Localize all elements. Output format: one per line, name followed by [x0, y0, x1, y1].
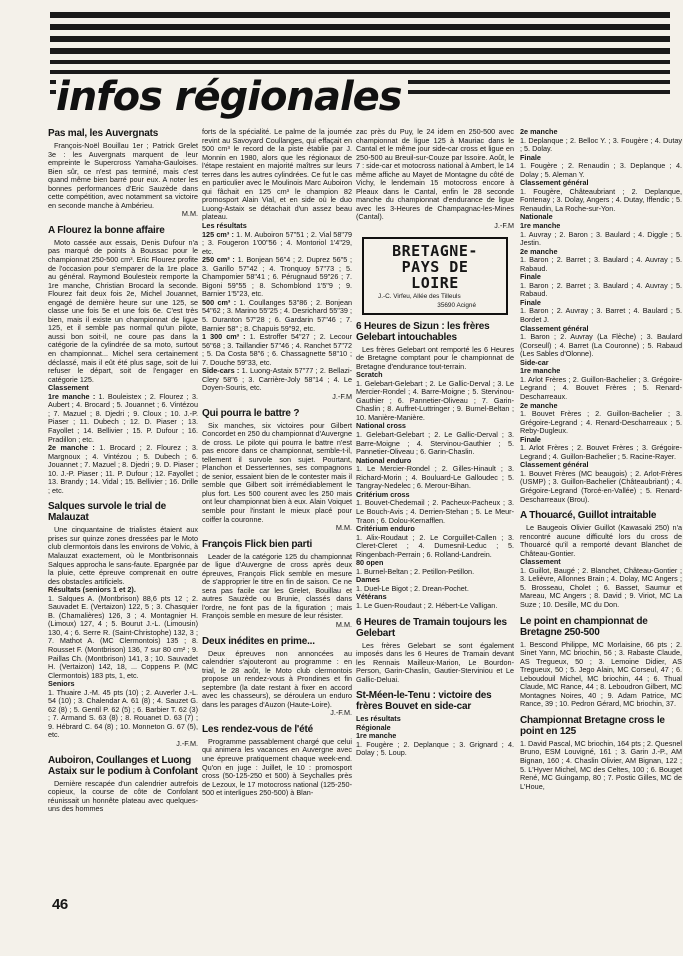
results-text: 1. Bouleistex ; 2. Flourez ; 3. Aubert ; 4. Brocard ; 5. Jouannet ; 6. Vintézou ; 7. Mazuel ; 8. Djedri ; 9. Cloux ; 10. J.-P. Piaser ; 11. Dubech ; 12. D. Piaser ; 13. Fayollet ; 14. Bellivier ; 15. P. Dufour ; 16. Pradillon ; etc.	[48, 391, 198, 444]
results-label: 2e manche :	[48, 443, 95, 453]
results-text: 1. Baron ; 2. Auvray ; 3. Barret ; 4. Baulard ; 5. Bordet J.	[520, 306, 682, 325]
results-text: 1. David Pascal, MC briochin, 164 pts ; 2. Quesnel Bruno, ESM Louvigné, 161 ; 3. Garin J.-P., AM Bignan, 160 ; 4. Chaslin Olivier, AM Bignan, 122 ; 5. L'Hyver Michel, MC des Celtes, 100 ; 6. Bouget René, MC Guingamp, 80 ; 7. Postic Gilles, MC de L'Houe,	[520, 738, 682, 791]
article-body: forts de la spécialité. Le palme de la journée revint au Savoyard Coullanges, qui effaçait en 500 cm³ le record de la piste établie par J. Monnin en 1980, alors que les régionaux de l'étape restaient en majorité maîtres sur leurs terres dans les autres cylindrées. Ce fut le cas en particulier avec le Moulinois Marc Auboiron qui fâchait en 125 cm³ le champion 82 promosport Alain Vial, et en side où le duo Luong-Astaix se détachait d'un assez beau plateau.	[202, 128, 352, 222]
results-title: Finale	[520, 152, 541, 162]
page-number: 46	[52, 896, 68, 913]
article-signature: J.-F.M	[332, 391, 352, 401]
article-signature: M.M.	[181, 209, 198, 219]
article-heading: A Flourez la bonne affaire	[48, 224, 165, 236]
article-body: Programme passablement chargé que celui qui animera les vacances en Auvergne avec une épreuve pratiquement chaque week-end. Qu'on en juge : Juillet, le 10 : promosport cross (50-125-250 et 500) à Seychalles près de Lezoux, le 17 motocross national (125-250-500 et interligues 250-500) à Blan-	[202, 736, 352, 798]
results-title: Classement	[520, 557, 561, 567]
section-title: infos régionales	[56, 74, 408, 120]
results-title: Critérium cross	[356, 489, 410, 499]
results-text: 1. Bonjean 56"4 ; 2. Duprez 56"5 ; 3. Garillo 57"42 ; 4. Tronquoy 57"73 ; 5. Champomier 58"41 ; 6. Pérugnaud 59"26 ; 7. Bigoni 59"55 ; 8. Schomblond 1'5"9 ; 9. Barnier 1'5"23, etc.	[202, 255, 352, 299]
results-title: Finale	[520, 272, 541, 282]
article-heading: Auboiron, Coullanges et Luong Astaix sur le podium à Confolant	[48, 754, 198, 777]
results-text: 1. Baron ; 2. Barret ; 3. Baulard ; 4. Auvray ; 5. Rabaud.	[520, 255, 682, 273]
results-text: 1. Estroffer 54"27 ; 2. Lecour 56"68 ; 3. Taillandier 57"46 ; 4. Ranchet 57"72 ; 5. Da Costa 58"6 ; 6. Chassagnette 58"10 ; 7. Douche 59"33, etc.	[202, 332, 352, 367]
results-text: 1. Fougère ; 2. Renaudin ; 3. Deplanque ; 4. Dolay ; 5. Aleman Y.	[520, 161, 682, 179]
results-title: 1re manche	[520, 221, 561, 231]
results-text: 1. Le Mercier-Rondel ; 2. Gilles-Hinault ; 3. Richard-Morin ; 4. Bouluard-Le Galloudec ; 5. Tangray-Nedelec ; 6. Merour-Bihan.	[356, 464, 514, 491]
article-body: Six manches, six victoires pour Gilbert Concordet en 250 du championnat d'Auvergne de cross. Le pilote qui pourra le battre n'est pas encore dans ce championnat, semble-t-il, tellement il survole son sujet. Pourtant, Planchon et Dessertennes, ses compagnons de senior, essaient bien de le contester mais il semble que Gilbert soit irrémédiablement le plus fort. Les 500 courent avec les 250 mais ont leur championnat bien à eux. Alain Voiquet semble pour l'instant le mieux placé pour coiffer la couronne.	[202, 420, 352, 524]
results-title: Classement général	[520, 323, 589, 333]
results-title: 2e manche	[520, 246, 558, 256]
region-title-line: BRETAGNE-	[392, 241, 478, 260]
results-title: Nationale	[520, 212, 553, 222]
region-title-line: LOIRE	[411, 273, 459, 292]
article-heading: St-Méen-le-Tenu : victoire des frères Bouvet en side-car	[356, 690, 492, 713]
results-title: 80 open	[356, 558, 384, 568]
article-heading: A Thouarcé, Guillot intraitable	[520, 510, 657, 522]
results-text: 1. Brocard ; 2. Flourez ; 3. Margnoux ; 4. Vintézou ; 5. Dubech ; 6. Jouannet ; 7. Mazuel ; 8. Djedri ; 9. D. Piaser ; 10. J.-P. Piaser ; 11. P. Dufour ; 12. Fayollet ; 13. Brandy ; 14. Vidal ; 15. Bellivier ; 16. Drille ; etc.	[48, 443, 198, 495]
results-title: Classement	[48, 383, 89, 393]
masthead	[50, 6, 670, 126]
article-heading: 6 Heures de Tramain toujours les Gelebart	[356, 616, 507, 639]
results-title: Finale	[520, 297, 541, 307]
results-title: Critérium enduro	[356, 524, 415, 534]
results-label: 125 cm³ :	[202, 229, 234, 239]
results-text: 1. Luong-Astaix 57"77 ; 2. Bellazi-Clery 58"6 ; 3. Carrière-Joly 58"14 ; 4. Le Doyen-Souris, etc.	[202, 366, 352, 393]
article-body: Les frères Gelebart ont remporté les 6 Heures de Bretagne comptant pour le championnat de Bretagne d'endurance tout-terrain.	[356, 344, 514, 371]
column-1	[48, 128, 198, 928]
results-label: 1 300 cm³ :	[202, 332, 246, 342]
article-body: zac près du Puy, le 24 idem en 250-500 avec championnat de ligue 125 à Mauriac dans le Cantal et le même jour side-car cross et ligue en 250-500 au Breuil-sur-Couze par Issoire. Août, le 7 : side-car et motocross national à Ambert, le 14 même affiche au Mayet de Montagne du côté de Vichy, le lendemain 15 motocross encore à Pleaux dans le Cantal, enfin le 28 seconde manche du championnat d'endurance de ligue avec les 3-Heures de Champagnac-les-Mines (Cantal).	[356, 128, 514, 222]
article-body: Une cinquantaine de trialistes étaient aux prises sur quinze zones dressées par le Moto club clermontois dans les environs de Volvic, à Malauzat exactement, où le Montbrisonnais Salques approcha le sans-faute. Epargnée par la pluie, cette épreuve comprenait en outre des obstacles artificiels.	[48, 525, 198, 586]
results-title: National enduro	[356, 455, 412, 465]
results-text: 1. Thuaire J.-M. 45 pts (10) ; 2. Auverler J.-L. 54 (10) ; 3. Chalendar A. 61 (8) ; 4. Sauzet G. 62 (8) ; 5. Gentil P. 62 (5) ; 6. Barbier T. 62 (3) ; 7. Armand S. 63 (8) ; 8. Rouanet D. 63 (7) ; 9. Hébrard C. 64 (8) ; 10. Monneton G. 67 (5), etc.	[48, 687, 198, 740]
results-title: Classement général	[520, 460, 589, 470]
results-title: Les résultats	[356, 714, 401, 724]
results-text: 1. Coullanges 53"86 ; 2. Bonjean 54"62 ; 3. Marino 55"25 ; 4. Desrichard 55"39 ; 5. Duranton 57"28 ; 6. Gardarin 57"46 ; 7. Barnier 58" ; 8. Chapuis 59"92, etc.	[202, 297, 352, 333]
article-heading: Pas mal, les Auvergnats	[48, 128, 159, 139]
results-text: 1. Gelebart-Gelebart ; 2. Le Gallic-Derval ; 3. Barre-Moigne ; 4. Stervinou-Gauthier ; 5. Pannetier-Oliveau ; 6. Garin-Chaslin.	[356, 430, 514, 457]
results-title: National cross	[356, 421, 406, 431]
column-3	[356, 128, 514, 928]
results-text: 1. Baron ; 2. Barret ; 3. Baulard ; 4. Auvray ; 5. Rabaud.	[520, 280, 682, 299]
article-signature: J.-F.M	[494, 221, 514, 231]
results-title: Finale	[520, 434, 541, 444]
results-text: 1. Bouvet Frères ; 2. Guillon-Bachelier ; 3. Grégoire-Legrand ; 4. Renard-Descharreaux ; 5. Reby-Dugleux.	[520, 409, 682, 436]
results-label: 250 cm³ :	[202, 255, 235, 265]
results-label: Side-cars :	[202, 366, 240, 376]
article-heading: Deux inédites en prime...	[202, 635, 315, 647]
results-title: Scratch	[356, 370, 383, 380]
article-signature: M.M.	[335, 523, 352, 533]
region-postcode: 35690 Acigné	[437, 302, 476, 310]
article-body: Dernière rescapée d'un calendrier autrefois copieux, la course de côte de Confolant réunissait un honnête plateau avec quelques-uns des hommes	[48, 778, 198, 814]
results-title: Classement général	[520, 178, 589, 188]
results-text: 1. M. Auboiron 57"51 ; 2. Vial 58"79 ; 3. Fougeron 1'00"56 ; 4. Montoriol 1'4"29, etc.	[202, 229, 352, 256]
results-title: 1re manche	[356, 731, 397, 741]
article-body: Les frères Gelebart se sont également imposés dans les 6 Heures de Tramain devant les Rennais Mailleux-Marion, Le Bourdon-Person, Garin-Chaslin, Gautier-Sterviniou et Le Gallic-Deluai.	[356, 640, 514, 684]
results-title: 2e manche	[520, 400, 558, 410]
results-title: Régionale	[356, 722, 391, 732]
article-body: François-Noël Bouillau 1er ; Patrick Grelet 3e : les Auvergnats marquent de leur empreinte le Supercross Yamaha-Gauloises. Bien sûr, ce n'est pas terminé, mais c'est quand même bien barré pour eux. A noter les bonnes performances d'Eric Sauzède dans cette compétition, avec notamment sa victoire en seconde manche à Ambérieu.	[48, 141, 198, 210]
article-body: Leader de la catégorie 125 du championnat de ligue d'Auvergne de cross après deux épreuves, François Flick semble en mesure de s'approprier le titre en fin de saison. Ce ne sera pas facile car les Grelet, Bouillau et autres Sauzède ou Brunie, classés dans l'ordre, ne font pas de la figuration ; mais François semble en mesure de leur résister.	[202, 551, 352, 621]
article-heading: Les rendez-vous de l'été	[202, 723, 313, 735]
results-title: Vétérans	[356, 592, 387, 602]
region-box	[362, 237, 508, 315]
results-text: 1. Alix-Roudaut ; 2. Le Corguillet-Callen ; 3. Cleret-Cleret ; 4. Dumesnil-Leduc ; 5. Ringenbach-Perrain ; 6. Rolland-Landrein.	[356, 532, 514, 559]
results-title: Seniors	[48, 679, 75, 689]
column-2	[202, 128, 352, 928]
article-heading: François Flick bien parti	[202, 538, 313, 550]
results-text: 1. Bescond Philippe, MC Morlaisine, 66 pts ; 2. Sinet Yann, MC briochin, 56 ; 3. Rabaste Claude, AS Tregueux, 50 ; 3. Lemoine Didier, AS Tregueux, 50 ; 5. Jego Alain, MC Corseul, 47 ; 6. Leboudouil Michel, MC briochin, 44 ; 6. Thual Claude, MC Rance, 44 ; 8. Leboudron Gilbert, MC Montagnes Noires, 40 ; 9. Adam Patrice, MC Rance, 39 ; 10. Pedron Gérard, MC briochin, 37.	[520, 639, 682, 709]
results-text: 1. Fougère ; 2. Deplanque ; 3. Grignard ; 4. Dolay ; 5. Loup.	[356, 739, 514, 758]
results-text: 1. Deplanque ; 2. Belloc Y. ; 3. Fougère ; 4. Dutay ; 5. Dolay.	[520, 135, 682, 154]
article-signature: M.M.	[335, 619, 352, 629]
results-text: 1. Bouvet Frères (MC beaugois) ; 2. Arlot-Frères (USMP) ; 3. Guillon-Bachelier (Châteaubriant) ; 4. Grégoire-Legrand (Torcé-en-Vallée) ; 5. Renard-Descharreaux (Brou).	[520, 468, 682, 504]
results-label: 500 cm³ :	[202, 297, 237, 307]
results-text: 1. Burnel-Beltan ; 2. Petillon-Petillon.	[356, 566, 475, 576]
article-body: Le Baugeois Olivier Guillot (Kawasaki 250) n'a rencontré aucune difficulté lors du cross de Thouarcé qu'il a remporté devant Blanchet de Château-Gontier.	[520, 523, 682, 558]
results-text: 1. Fougère, Châteaubriant ; 2. Deplanque, Fontenay ; 3. Dolay, Angers ; 4. Dutay, Iffendic ; 5. Renaudin, La Roche-sur-Yon.	[520, 186, 682, 213]
article-signature: J.-F.M.	[176, 739, 198, 748]
article-body: Deux épreuves non annoncées au calendrier s'ajouteront au programme : en trial, le 28 août, le Moto club clermontois propose un rendez-vous à Prondines et fin septembre (la date restant à fixer en accord avec les chasseurs), se déroulera un enduro dans les parages d'Auzon (Haute-Loire).	[202, 648, 352, 709]
results-title: Dames	[356, 575, 380, 585]
article-signature: J.-F.M.	[330, 708, 352, 718]
results-text: 1. Le Guen-Roudaut ; 2. Hébert-Le Valligan.	[356, 600, 498, 610]
article-heading: Championnat Bretagne cross le point en 125	[520, 714, 665, 737]
article-heading: 6 Heures de Sizun : les frères Gelebart intouchables	[356, 320, 490, 343]
results-text: 1. Duel-Le Bigot ; 2. Drean-Pochet.	[356, 583, 469, 593]
results-text: 1. Arlot Frères ; 2. Bouvet Frères ; 3. Grégoire-Legrand ; 4. Guillon-Bachelier ; 5. Racine-Rayer.	[520, 443, 682, 461]
results-text: 1. Gelebart-Gelebart ; 2. Le Gallic-Derval ; 3. Le Mercier-Rondel ; 4. Barre-Moigne ; 5. Stervinou-Gauthier ; 6. Pannetier-Oliveau ; 7. Garin-Chaslin ; 8. Auffret-Luttringer ; 9. Burnel-Beltan ; 10. Manière-Manière.	[356, 378, 514, 422]
results-text: 1. Bouvet-Chedemail ; 2. Pacheux-Pacheux ; 3. Le Bouch-Avis ; 4. Derrien-Stehan ; 5. Le Meur-Traon ; 6. Dolou-Kernafflen.	[356, 498, 514, 525]
region-address: J.-C. Virfeu, Allée des Tilleuls	[378, 292, 461, 300]
results-text: 1. Arlot Frères ; 2. Guillon-Bachelier ; 3. Grégoire-Legrand ; 4. Bouvet Frères ; 5. Renard-Descharreaux.	[520, 374, 682, 401]
results-title: Side-car	[520, 357, 549, 367]
results-title: Les résultats	[202, 221, 247, 231]
results-text: 1. Baron ; 2. Auvray (La Flèche) ; 3. Baulard (Corseull) ; 4. Barret (La Couronne) ; 5. Rabaud (Les Sables d'Olonne).	[520, 332, 682, 359]
results-text: 1. Salques A. (Montbrison) 88,6 pts 12 ; 2. Sauvadet E. (Vertaizon) 122, 5 ; 3. Chasquier B. (Chamalières) 126, 3 ; 4. Montagnier H. (Limoux) 127, 4 ; 5. Bourut J.-L. (Limousin) 130, 4 ; 6. Serre R. (Saint-Christophe) 132, 3 ; 7. Mathot A. (MC Clermontois) 135 ; 8. Rousset F. (Montbrison) 136, 7 sur 80 cm² ; 9. Paillas Ch. (Montbrison) 141, 3 ; 10. Sauvadet H. (Vertaizon) 142, 18, ... Coppens P. (MC Clermontois) 183 pts, 1, etc.	[48, 593, 198, 680]
region-title-line: PAYS DE	[401, 257, 469, 276]
results-title: Résultats (seniors 1 et 2).	[48, 585, 136, 595]
article-heading: Le point en championnat de Bretagne 250-500	[520, 615, 648, 638]
results-label: 1re manche :	[48, 391, 96, 401]
article-heading: Salques survole le trial de Malauzat	[48, 501, 166, 524]
results-text: 1. Auvray ; 2. Baron ; 3. Baulard ; 4. Diggle ; 5. Jestin.	[520, 229, 682, 248]
article-body: Moto cassée aux essais, Denis Dufour n'a pas marqué de points à Boussac pour le championnat 250-500 cm³. Eric Flourez profite de l'occasion pour s'emparer de la 1re place au général. Raymond Boulesteix remporte la 1re manche, Christian Brocard la seconde. Flourez fait deux fois 2e, Michel Jouannet, engagé de dernière heure sur une 125, se classe une fois 5e et une fois 6e. C'est très bien, mais il existe un championnat de ligue 125, et il semble pas normal qu'un pilote, aussi bon soit-il, ne coure pas dans la catégorie de la cylindrée de sa moto, surtout en championnat... Michel sera certainement déclassé, mais il eût été plus sage, soit de lui refuser le départ, soit de l'engager en catégorie 125.	[48, 237, 198, 384]
results-title: 1re manche	[520, 366, 561, 376]
results-text: 1. Guillot, Baugé ; 2. Blanchet, Château-Gontier ; 3. Lelièvre, Allonnes Brain ; 4. Dolay, MC Angers ; 5. Brosseau, Cholet ; 6. Basset, Saumur et Mareau, MC Angers ; 8. David ; 9. Viriot, MC La Suze ; 10. Desille, MC du Don.	[520, 565, 682, 609]
article-heading: Qui pourra le battre ?	[202, 407, 300, 419]
column-4	[520, 128, 682, 928]
results-title: 2e manche	[520, 128, 558, 136]
